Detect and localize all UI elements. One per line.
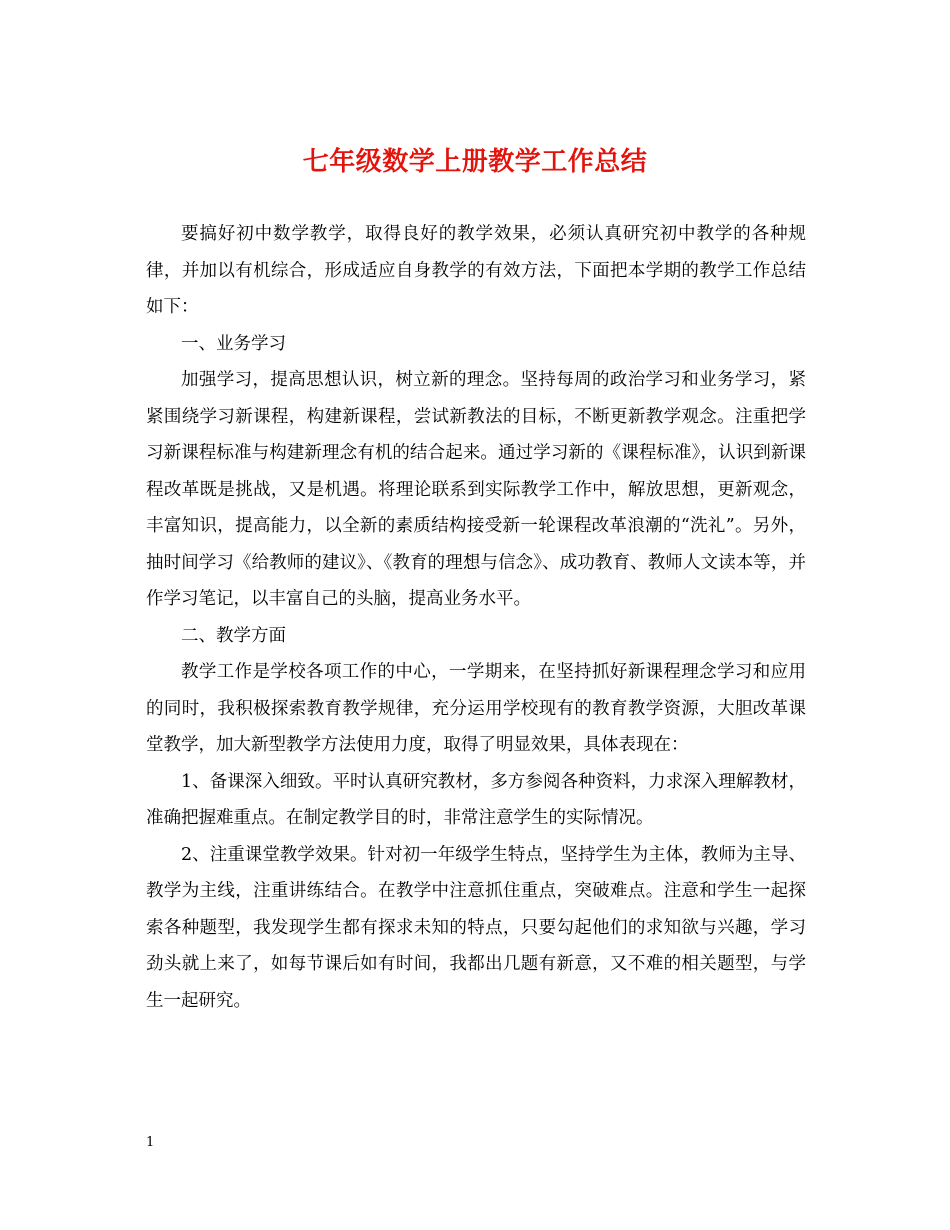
section-heading-teaching: 二、教学方面	[181, 625, 286, 646]
section-heading-business-study: 一、业务学习	[181, 333, 286, 354]
paragraph-teaching: 教学工作是学校各项工作的中心，一学期来，在坚持抓好新课程理念学习和应用的同时，我积极探索教育教学规律，充分运用学校现有的教育教学资源，大胆改革课堂教学，加大新型教学方法使用力度，取得了明显效果，具体表现在：	[146, 662, 806, 755]
paragraph-business-study: 加强学习，提高思想认识，树立新的理念。坚持每周的政治学习和业务学习，紧紧围绕学习新课程，构建新课程，尝试新教法的目标，不断更新教学观念。注重把学习新课程标准与构建新理念有机的结合起来。通过学习新的《课程标准》，认识到新课程改革既是挑战，又是机遇。将理论联系到实际教学工作中，解放思想，更新观念，丰富知识，提高能力，以全新的素质结构接受新一轮课程改革浪潮的“洗礼”。另外，抽时间学习《给教师的建议》、《教育的理想与信念》、成功教育、教师人文读本等，并作学习笔记，以丰富自己的头脑，提高业务水平。	[146, 370, 806, 609]
paragraph-classroom-effect: 2、注重课堂教学效果。针对初一年级学生特点，坚持学生为主体，教师为主导、教学为主线，注重讲练结合。在教学中注意抓住重点，突破难点。注意和学生一起探索各种题型，我发现学生都有探求未知的特点，只要勾起他们的求知欲与兴趣，学习劲头就上来了，如每节课后如有时间，我都出几题有新意，又不难的相关题型，与学生一起研究。	[146, 844, 806, 1011]
document-title: 七年级数学上册教学工作总结	[302, 147, 648, 177]
document-body	[146, 216, 806, 1019]
paragraph-lesson-preparation: 1、备课深入细致。平时认真研究教材，多方参阅各种资料，力求深入理解教材，准确把握难重点。在制定教学目的时，非常注意学生的实际情况。	[146, 771, 806, 828]
paragraph-intro: 要搞好初中数学教学，取得良好的教学效果，必须认真研究初中教学的各种规律，并加以有机综合，形成适应自身教学的有效方法，下面把本学期的教学工作总结如下：	[146, 224, 806, 317]
page-number: 1	[146, 1135, 155, 1150]
